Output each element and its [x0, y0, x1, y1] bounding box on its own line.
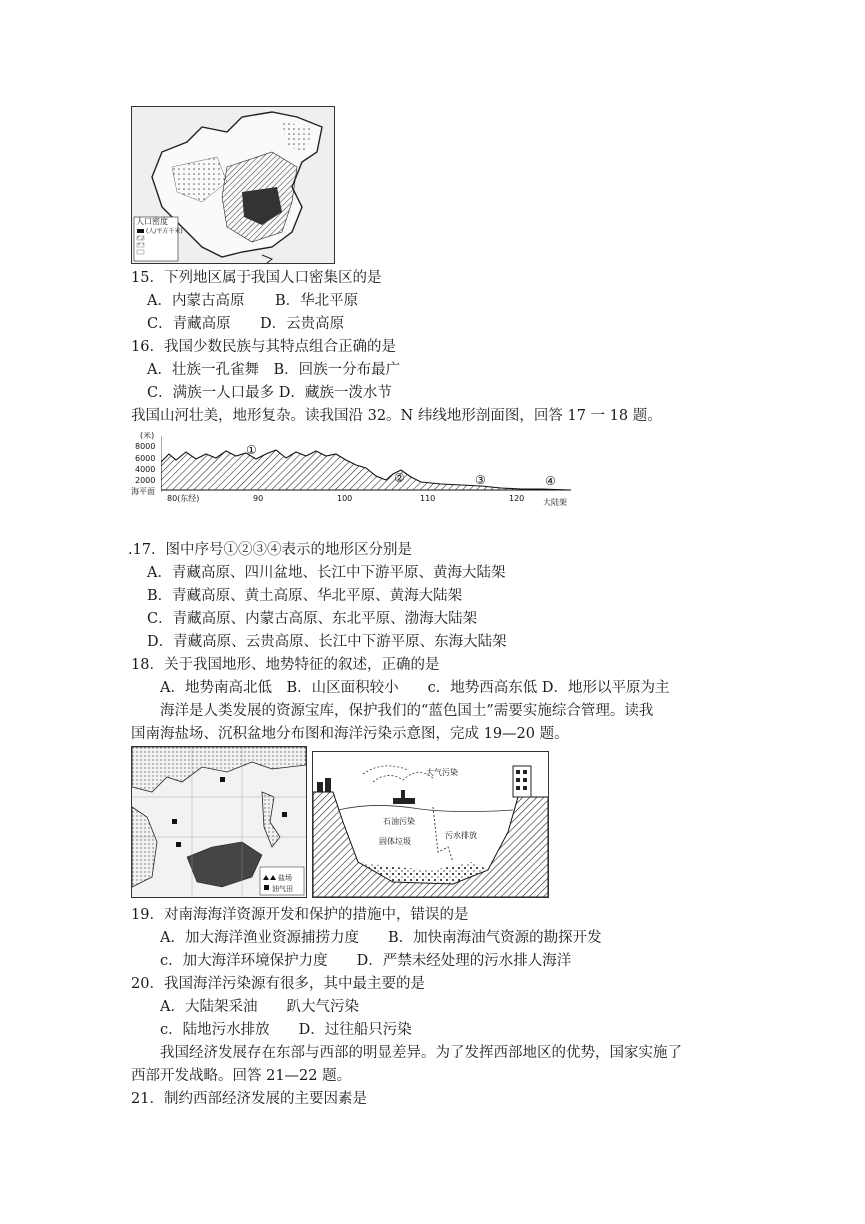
profile-x-100: 100	[337, 494, 353, 503]
q17-option-c: C．青藏高原、内蒙古高原、东北平原、渤海大陆架	[147, 611, 478, 627]
intro-19-20-line1: 海洋是人类发展的资源宝库，保护我们的“蓝色国土”需要实施综合管理。读我	[160, 703, 654, 719]
q19-stem: 19．对南海海洋资源开发和保护的措施中，错误的是	[131, 907, 469, 923]
profile-shelf: 大陆架	[543, 498, 567, 506]
q15-option-b: B．华北平原	[275, 293, 359, 309]
q18-options: A．地势南高北低 B．山区面积较小 c．地势西高东低 D．地形以平原为主	[160, 680, 670, 696]
south-china-sea-map	[131, 746, 307, 898]
intro-21-22-line2: 西部开发战略。回答 21—22 题。	[131, 1068, 352, 1084]
q17-option-a: A．青藏高原、四川盆地、长江中下游平原、黄海大陆架	[147, 565, 506, 581]
profile-y-4000: 4000	[135, 465, 156, 474]
intro-21-22-line1: 我国经济发展存在东部与西部的明显差异。为了发挥西部地区的优势，国家实施了	[160, 1045, 682, 1061]
profile-sea-level: 海平面	[131, 487, 155, 496]
q15-stem: 15．下列地区属于我国人口密集区的是	[131, 270, 382, 286]
pollution-label-oil: 石油污染	[383, 817, 415, 826]
pollution-label-air: 大气污染	[426, 768, 458, 777]
q18-stem: 18．关于我国地形、地势特征的叙述，正确的是	[131, 657, 440, 673]
q16-options-ab: A．壮族一孔雀舞 B．回族一分布最广	[147, 362, 401, 378]
intro-17-18: 我国山河壮美，地形复杂。读我国沿 32。N 纬线地形剖面图，回答 17 一 18 题。	[131, 408, 662, 424]
profile-marker-1: ①	[246, 443, 257, 457]
profile-y-8000: 8000	[135, 442, 156, 451]
profile-x-80: 80(东经)	[167, 494, 200, 503]
map2-legend-oilfield: 油气田	[272, 885, 293, 893]
profile-marker-4: ④	[545, 474, 556, 488]
profile-unit: (米)	[140, 432, 155, 440]
q19-options-cd: c．加大海洋环境保护力度 D．严禁未经处理的污水排人海洋	[160, 953, 572, 969]
q20-options-ab: A．大陆架采油 趴大气污染	[160, 999, 359, 1015]
q15-option-c: C．青藏高原	[147, 316, 231, 332]
profile-marker-2: ②	[394, 471, 405, 485]
q21-stem: 21．制约西部经济发展的主要因素是	[131, 1091, 367, 1107]
q16-options-cd: C．满族一人口最多 D．藏族一泼水节	[147, 385, 392, 401]
profile-marker-3: ③	[475, 473, 486, 487]
map1-legend-title: 人口密度	[136, 217, 168, 226]
terrain-profile	[131, 432, 573, 506]
q15-option-d: D．云贵高原	[260, 316, 345, 332]
profile-y-6000: 6000	[135, 454, 156, 463]
intro-19-20-line2: 国南海盐场、沉积盆地分布图和海洋污染示意图，完成 19—20 题。	[131, 726, 569, 742]
profile-x-90: 90	[253, 494, 264, 503]
profile-y-2000: 2000	[135, 476, 156, 485]
marine-pollution-diagram	[312, 751, 549, 898]
profile-x-110: 110	[420, 494, 436, 503]
q17-option-d: D．青藏高原、云贵高原、长江中下游平原、东海大陆架	[147, 634, 507, 650]
pollution-label-solid: 固体垃圾	[379, 837, 411, 846]
q19-options-ab: A．加大海洋渔业资源捕捞力度 B．加快南海油气资源的勘探开发	[160, 930, 602, 946]
map2-legend-saltfield: 盐场	[278, 874, 292, 882]
population-density-map	[131, 106, 335, 264]
pollution-label-sewage: 污水排放	[445, 831, 477, 840]
q15-option-a: A．内蒙古高原	[147, 293, 245, 309]
q17-stem: .17．图中序号①②③④表示的地形区分别是	[128, 542, 413, 558]
q20-options-cd: c．陆地污水排放 D．过往船只污染	[160, 1022, 412, 1038]
profile-x-120: 120	[509, 494, 525, 503]
q20-stem: 20．我国海洋污染源有很多，其中最主要的是	[131, 976, 425, 992]
map1-legend-unit: (人/平方千米)	[146, 228, 183, 235]
q16-stem: 16．我国少数民族与其特点组合正确的是	[131, 339, 396, 355]
q17-option-b: B．青藏高原、黄土高原、华北平原、黄海大陆架	[147, 588, 463, 604]
